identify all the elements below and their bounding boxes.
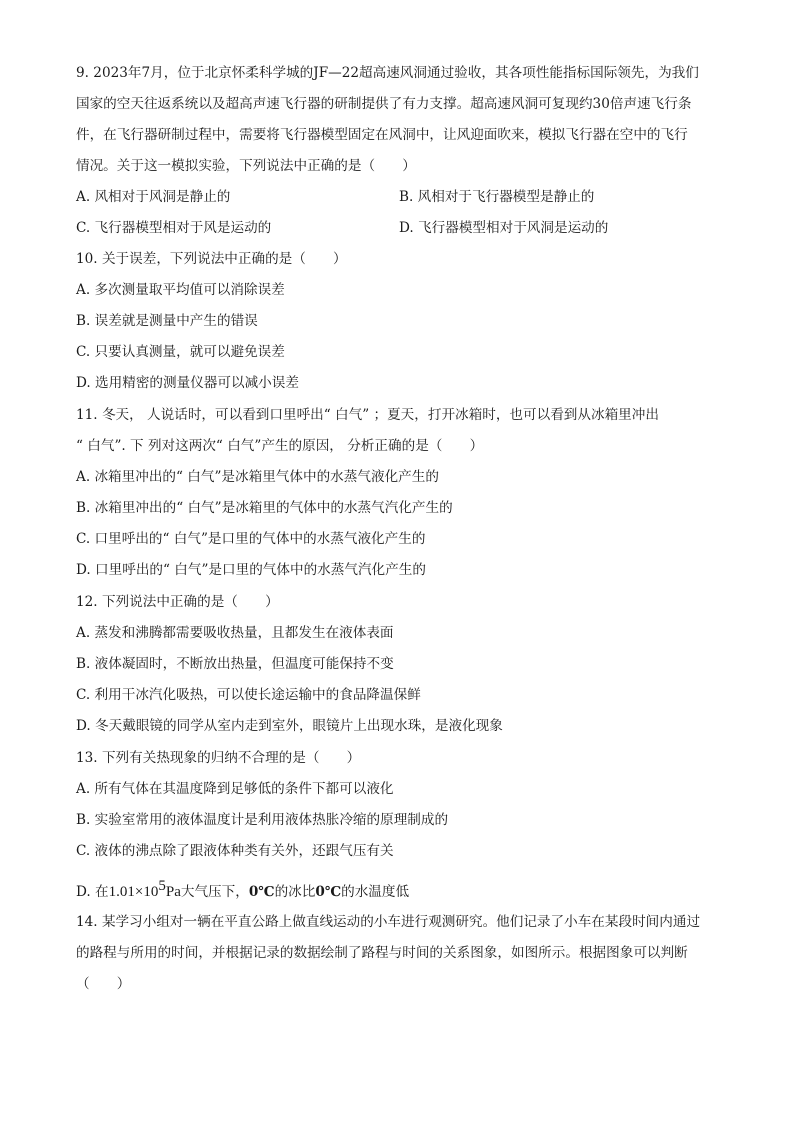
q12-option-a: A. 蒸发和沸腾都需要吸收热量，且都发生在液体表面 <box>76 625 394 641</box>
q9-stem-line-4: 情况。关于这一模拟实验，下列说法中正确的是（ ） <box>76 158 416 174</box>
q11-option-b: B. 冰箱里冲出的“ 白气”是冰箱里的气体中的水蒸气汽化产生的 <box>76 500 453 516</box>
q13-option-d-text-1: 大气压下， <box>180 884 249 900</box>
q13-option-c: C. 液体的沸点除了跟液体种类有关外，还跟气压有关 <box>76 843 394 859</box>
q10-option-a: A. 多次测量取平均值可以消除误差 <box>76 282 285 298</box>
q9-stem-line-3: 件，在飞行器研制过程中，需要将飞行器模型固定在风洞中，让风迎面吹来，模拟飞行器在空中的飞行 <box>76 127 688 143</box>
q11-stem-line-2: “ 白气”. 下 列对这两次“ 白气”产生的原因， 分析正确的是（ ） <box>76 438 484 454</box>
q13-stem: 13. 下列有关热现象的归纳不合理的是（ ） <box>76 750 361 766</box>
q11-stem-line-1: 11. 冬天， 人说话时，可以看到口里呼出“ 白气” ；夏天，打开冰箱时，也可以看到从冰箱里冲出 <box>76 407 659 423</box>
q14-stem-line-3: （ ） <box>76 976 131 992</box>
q13-option-d-prefix: D. 在 <box>76 884 109 900</box>
q12-option-b: B. 液体凝固时，不断放出热量，但温度可能保持不变 <box>76 656 394 672</box>
q14-stem-line-1: 14. 某学习小组对一辆在平直公路上做直线运动的小车进行观测研究。他们记录了小车在某段时间内通过 <box>76 914 701 930</box>
q9-stem-line-2: 国家的空天往返系统以及超高声速飞行器的研制提供了有力支撑。超高速风洞可复现约30倍声速飞行条 <box>76 96 692 112</box>
q10-option-d: D. 选用精密的测量仪器可以减小误差 <box>76 375 299 391</box>
q12-stem: 12. 下列说法中正确的是（ ） <box>76 594 279 610</box>
temperature-ice: 0℃ <box>248 884 275 900</box>
q13-option-d-text-3: 的水温度低 <box>341 884 410 900</box>
q10-option-b: B. 误差就是测量中产生的错误 <box>76 313 258 329</box>
pressure-mantissa: 1.01×10 <box>108 884 159 900</box>
q9-stem-line-1: 9. 2023年7月，位于北京怀柔科学城的JF—22超高速风洞通过验收，其各项性能指标国际领先，为我们 <box>76 65 699 81</box>
q13-option-d-text-2: 的冰比 <box>274 884 316 900</box>
q14-stem-line-2: 的路程与所用的时间，并根据记录的数据绘制了路程与时间的关系图象，如图所示。根据图象可以判断 <box>76 945 688 961</box>
q13-option-d <box>76 876 409 902</box>
pressure-exponent: 5 <box>158 878 166 894</box>
q11-option-c: C. 口里呼出的“ 白气”是口里的气体中的水蒸气液化产生的 <box>76 531 426 547</box>
q9-option-b: B. 风相对于飞行器模型是静止的 <box>399 189 595 205</box>
q9-option-d: D. 飞行器模型相对于风洞是运动的 <box>399 220 609 236</box>
q12-option-c: C. 利用干冰汽化吸热，可以使长途运输中的食品降温保鲜 <box>76 687 421 703</box>
temperature-water: 0℃ <box>315 884 342 900</box>
q10-stem: 10. 关于误差，下列说法中正确的是（ ） <box>76 251 347 267</box>
q9-option-a: A. 风相对于风洞是静止的 <box>76 189 231 205</box>
q9-option-c: C. 飞行器模型相对于风是运动的 <box>76 220 272 236</box>
q10-option-c: C. 只要认真测量，就可以避免误差 <box>76 344 285 360</box>
q12-option-d: D. 冬天戴眼镜的同学从室内走到室外，眼镜片上出现水珠，是液化现象 <box>76 718 503 734</box>
q11-option-d: D. 口里呼出的“ 白气”是口里的气体中的水蒸气汽化产生的 <box>76 562 426 578</box>
pressure-unit: Pa <box>165 884 181 900</box>
q13-option-a: A. 所有气体在其温度降到足够低的条件下都可以液化 <box>76 781 394 797</box>
q13-option-b: B. 实验室常用的液体温度计是利用液体热胀冷缩的原理制成的 <box>76 812 449 828</box>
q11-option-a: A. 冰箱里冲出的“ 白气”是冰箱里气体中的水蒸气液化产生的 <box>76 469 439 485</box>
